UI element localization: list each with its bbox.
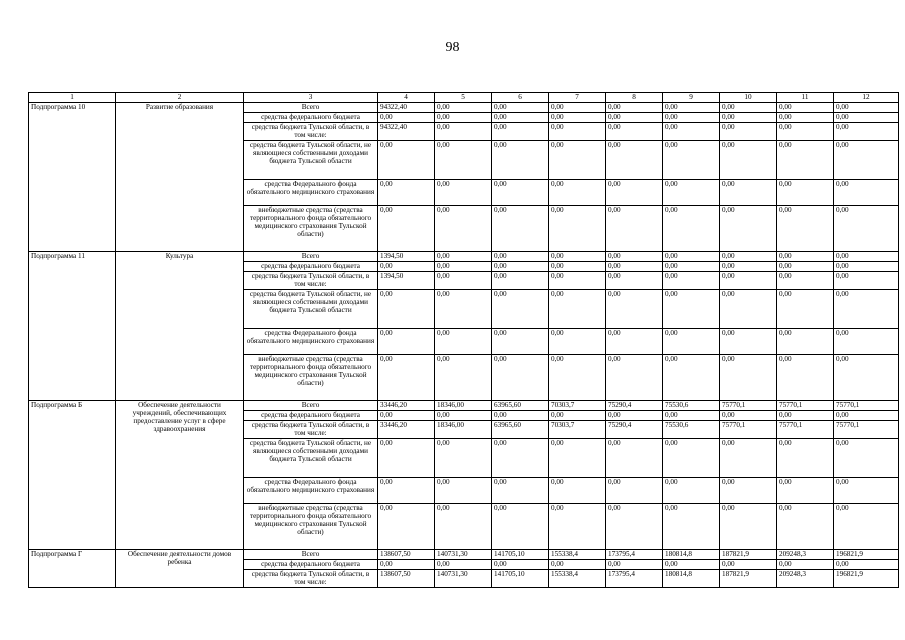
funding-source-cell: средства бюджета Тульской области, не являющиеся собственными доходами бюджета Тульской области: [244, 290, 378, 329]
value-cell: 63965,60: [492, 421, 549, 439]
value-cell: 0,00: [777, 439, 834, 478]
funding-source-cell: Всего: [244, 550, 378, 560]
value-cell: 196821,9: [834, 550, 899, 560]
header-cell: 12: [834, 93, 899, 103]
value-cell: 0,00: [834, 103, 899, 113]
value-cell: 0,00: [378, 439, 435, 478]
value-cell: 0,00: [378, 560, 435, 570]
value-cell: 0,00: [435, 272, 492, 290]
program-name-cell: Культура: [116, 252, 244, 401]
value-cell: 0,00: [549, 504, 606, 550]
header-cell: 1: [29, 93, 116, 103]
value-cell: 33446,20: [378, 421, 435, 439]
value-cell: 0,00: [606, 252, 663, 262]
value-cell: 0,00: [549, 411, 606, 421]
value-cell: 0,00: [720, 113, 777, 123]
value-cell: 0,00: [777, 272, 834, 290]
program-cell: Подпрограмма 11: [29, 252, 116, 401]
value-cell: 0,00: [435, 439, 492, 478]
value-cell: 0,00: [435, 329, 492, 355]
value-cell: 0,00: [435, 560, 492, 570]
value-cell: 155338,4: [549, 570, 606, 588]
value-cell: 94322,40: [378, 103, 435, 113]
value-cell: 0,00: [549, 439, 606, 478]
value-cell: 180814,8: [663, 570, 720, 588]
value-cell: 0,00: [834, 113, 899, 123]
value-cell: 0,00: [834, 180, 899, 206]
value-cell: 75290,4: [606, 401, 663, 411]
value-cell: 0,00: [549, 272, 606, 290]
value-cell: 0,00: [435, 180, 492, 206]
value-cell: 0,00: [663, 355, 720, 401]
value-cell: 0,00: [777, 504, 834, 550]
value-cell: 138607,50: [378, 550, 435, 560]
value-cell: 0,00: [606, 262, 663, 272]
value-cell: 0,00: [834, 560, 899, 570]
value-cell: 0,00: [777, 411, 834, 421]
value-cell: 0,00: [834, 504, 899, 550]
header-cell: 7: [549, 93, 606, 103]
value-cell: 75770,1: [834, 401, 899, 411]
value-cell: 0,00: [492, 180, 549, 206]
value-cell: 0,00: [606, 180, 663, 206]
value-cell: 0,00: [720, 504, 777, 550]
value-cell: 0,00: [720, 272, 777, 290]
value-cell: 0,00: [663, 262, 720, 272]
value-cell: 180814,8: [663, 550, 720, 560]
value-cell: 0,00: [435, 262, 492, 272]
value-cell: 0,00: [492, 262, 549, 272]
value-cell: 0,00: [720, 123, 777, 141]
value-cell: 0,00: [549, 290, 606, 329]
value-cell: 0,00: [720, 180, 777, 206]
value-cell: 0,00: [606, 141, 663, 180]
value-cell: 0,00: [435, 141, 492, 180]
value-cell: 0,00: [663, 123, 720, 141]
header-cell: 5: [435, 93, 492, 103]
value-cell: 0,00: [549, 180, 606, 206]
header-cell: 10: [720, 93, 777, 103]
header-cell: 3: [244, 93, 378, 103]
value-cell: 0,00: [777, 478, 834, 504]
value-cell: 0,00: [435, 504, 492, 550]
program-name-cell: Обеспечение деятельности домов ребенка: [116, 550, 244, 588]
value-cell: 75530,6: [663, 401, 720, 411]
value-cell: 63965,60: [492, 401, 549, 411]
value-cell: 0,00: [378, 113, 435, 123]
value-cell: 0,00: [663, 329, 720, 355]
value-cell: 0,00: [378, 262, 435, 272]
value-cell: 0,00: [720, 355, 777, 401]
value-cell: 0,00: [834, 272, 899, 290]
program-cell: Подпрограмма 10: [29, 103, 116, 252]
funding-source-cell: Всего: [244, 401, 378, 411]
value-cell: 75770,1: [720, 401, 777, 411]
value-cell: 18346,00: [435, 401, 492, 411]
value-cell: 0,00: [606, 206, 663, 252]
value-cell: 140731,30: [435, 570, 492, 588]
value-cell: 70303,7: [549, 421, 606, 439]
value-cell: 0,00: [492, 290, 549, 329]
value-cell: 141705,10: [492, 550, 549, 560]
value-cell: 138607,50: [378, 570, 435, 588]
value-cell: 0,00: [549, 478, 606, 504]
value-cell: 0,00: [720, 141, 777, 180]
value-cell: 0,00: [777, 262, 834, 272]
value-cell: 70303,7: [549, 401, 606, 411]
value-cell: 140731,30: [435, 550, 492, 560]
funding-source-cell: средства федерального бюджета: [244, 560, 378, 570]
value-cell: 1394,50: [378, 272, 435, 290]
value-cell: 0,00: [378, 355, 435, 401]
funding-source-cell: Всего: [244, 252, 378, 262]
value-cell: 0,00: [606, 355, 663, 401]
value-cell: 75290,4: [606, 421, 663, 439]
value-cell: 0,00: [492, 103, 549, 113]
value-cell: 0,00: [720, 103, 777, 113]
value-cell: 0,00: [492, 355, 549, 401]
value-cell: 0,00: [492, 329, 549, 355]
funding-source-cell: средства бюджета Тульской области, в том числе:: [244, 421, 378, 439]
funding-source-cell: Всего: [244, 103, 378, 113]
value-cell: 0,00: [435, 411, 492, 421]
funding-source-cell: средства федерального бюджета: [244, 411, 378, 421]
value-cell: 0,00: [663, 290, 720, 329]
value-cell: 0,00: [606, 123, 663, 141]
value-cell: 0,00: [549, 355, 606, 401]
value-cell: 0,00: [549, 103, 606, 113]
value-cell: 0,00: [492, 272, 549, 290]
funding-source-cell: средства Федерального фонда обязательного медицинского страхования: [244, 478, 378, 504]
value-cell: 0,00: [606, 103, 663, 113]
value-cell: 0,00: [663, 180, 720, 206]
value-cell: 0,00: [549, 206, 606, 252]
value-cell: 0,00: [492, 123, 549, 141]
funding-source-cell: внебюджетные средства (средства территориального фонда обязательного медицинского страхования Тульской области): [244, 206, 378, 252]
value-cell: 0,00: [549, 141, 606, 180]
value-cell: 0,00: [777, 329, 834, 355]
value-cell: 0,00: [777, 560, 834, 570]
value-cell: 94322,40: [378, 123, 435, 141]
value-cell: 155338,4: [549, 550, 606, 560]
value-cell: 0,00: [549, 123, 606, 141]
value-cell: 0,00: [492, 206, 549, 252]
value-cell: 0,00: [378, 329, 435, 355]
value-cell: 0,00: [435, 290, 492, 329]
value-cell: 0,00: [606, 560, 663, 570]
program-name-cell: Развитие образования: [116, 103, 244, 252]
value-cell: 0,00: [378, 478, 435, 504]
value-cell: 0,00: [834, 206, 899, 252]
value-cell: 0,00: [435, 206, 492, 252]
value-cell: 0,00: [492, 411, 549, 421]
value-cell: 0,00: [834, 252, 899, 262]
value-cell: 0,00: [606, 439, 663, 478]
header-cell: 4: [378, 93, 435, 103]
funding-source-cell: средства бюджета Тульской области, в том числе:: [244, 570, 378, 588]
value-cell: 0,00: [492, 113, 549, 123]
value-cell: 0,00: [720, 560, 777, 570]
value-cell: 0,00: [720, 329, 777, 355]
value-cell: 75770,1: [777, 421, 834, 439]
header-cell: 8: [606, 93, 663, 103]
value-cell: 0,00: [663, 272, 720, 290]
value-cell: 0,00: [492, 439, 549, 478]
value-cell: 0,00: [777, 252, 834, 262]
budget-table: [28, 92, 899, 588]
value-cell: 0,00: [492, 504, 549, 550]
funding-source-cell: средства бюджета Тульской области, не являющиеся собственными доходами бюджета Тульской области: [244, 141, 378, 180]
value-cell: 0,00: [720, 262, 777, 272]
page-number: 98: [445, 40, 460, 55]
value-cell: 0,00: [492, 252, 549, 262]
value-cell: 18346,00: [435, 421, 492, 439]
value-cell: 0,00: [834, 123, 899, 141]
value-cell: 0,00: [777, 123, 834, 141]
value-cell: 0,00: [606, 504, 663, 550]
value-cell: 0,00: [663, 141, 720, 180]
funding-source-cell: средства бюджета Тульской области, не являющиеся собственными доходами бюджета Тульской области: [244, 439, 378, 478]
value-cell: 0,00: [606, 290, 663, 329]
value-cell: 0,00: [834, 262, 899, 272]
value-cell: 0,00: [378, 290, 435, 329]
value-cell: 0,00: [606, 411, 663, 421]
header-cell: 9: [663, 93, 720, 103]
value-cell: 0,00: [663, 411, 720, 421]
header-cell: 2: [116, 93, 244, 103]
table-row: [29, 103, 899, 113]
value-cell: 0,00: [492, 478, 549, 504]
table-body: [29, 103, 899, 588]
funding-source-cell: средства Федерального фонда обязательного медицинского страхования: [244, 180, 378, 206]
value-cell: 0,00: [663, 439, 720, 478]
value-cell: 0,00: [720, 411, 777, 421]
value-cell: 0,00: [663, 206, 720, 252]
table-row: [29, 401, 899, 411]
value-cell: 0,00: [777, 355, 834, 401]
value-cell: 0,00: [435, 355, 492, 401]
value-cell: 173795,4: [606, 550, 663, 560]
value-cell: 0,00: [777, 113, 834, 123]
value-cell: 0,00: [435, 478, 492, 504]
table-row: [29, 550, 899, 560]
value-cell: 0,00: [663, 560, 720, 570]
value-cell: 209248,3: [777, 570, 834, 588]
funding-source-cell: внебюджетные средства (средства территориального фонда обязательного медицинского страхования Тульской области): [244, 504, 378, 550]
value-cell: 75770,1: [720, 421, 777, 439]
value-cell: 209248,3: [777, 550, 834, 560]
value-cell: 196821,9: [834, 570, 899, 588]
value-cell: 33446,20: [378, 401, 435, 411]
value-cell: 0,00: [777, 180, 834, 206]
value-cell: 0,00: [777, 290, 834, 329]
header-cell: 11: [777, 93, 834, 103]
value-cell: 0,00: [378, 504, 435, 550]
funding-source-cell: средства федерального бюджета: [244, 262, 378, 272]
value-cell: 0,00: [834, 290, 899, 329]
value-cell: 0,00: [549, 252, 606, 262]
value-cell: 0,00: [777, 141, 834, 180]
header-row: [29, 93, 899, 103]
value-cell: 0,00: [720, 478, 777, 504]
value-cell: 0,00: [492, 141, 549, 180]
value-cell: 0,00: [720, 290, 777, 329]
funding-source-cell: внебюджетные средства (средства территориального фонда обязательного медицинского страхования Тульской области): [244, 355, 378, 401]
value-cell: 0,00: [834, 355, 899, 401]
value-cell: 173795,4: [606, 570, 663, 588]
value-cell: 0,00: [606, 478, 663, 504]
value-cell: 0,00: [606, 329, 663, 355]
value-cell: 0,00: [663, 478, 720, 504]
value-cell: 0,00: [378, 206, 435, 252]
value-cell: 0,00: [378, 180, 435, 206]
value-cell: 75530,6: [663, 421, 720, 439]
funding-source-cell: средства федерального бюджета: [244, 113, 378, 123]
value-cell: 141705,10: [492, 570, 549, 588]
value-cell: 0,00: [777, 103, 834, 113]
value-cell: 0,00: [720, 439, 777, 478]
value-cell: 0,00: [834, 478, 899, 504]
value-cell: 0,00: [549, 113, 606, 123]
value-cell: 0,00: [435, 123, 492, 141]
value-cell: 0,00: [663, 103, 720, 113]
value-cell: 0,00: [834, 141, 899, 180]
value-cell: 0,00: [435, 252, 492, 262]
table-row: [29, 252, 899, 262]
value-cell: 1394,50: [378, 252, 435, 262]
program-cell: Подпрограмма Г: [29, 550, 116, 588]
value-cell: 0,00: [549, 329, 606, 355]
value-cell: 0,00: [834, 411, 899, 421]
value-cell: 0,00: [378, 141, 435, 180]
value-cell: 75770,1: [777, 401, 834, 411]
value-cell: 75770,1: [834, 421, 899, 439]
value-cell: 0,00: [663, 504, 720, 550]
funding-source-cell: средства Федерального фонда обязательного медицинского страхования: [244, 329, 378, 355]
value-cell: 0,00: [549, 262, 606, 272]
value-cell: 0,00: [720, 206, 777, 252]
program-name-cell: Обеспечение деятельности учреждений, обеспечивающих предоставление услуг в сфере здравоохранения: [116, 401, 244, 550]
value-cell: 0,00: [549, 560, 606, 570]
value-cell: 187821,9: [720, 550, 777, 560]
value-cell: 0,00: [606, 272, 663, 290]
value-cell: 0,00: [435, 103, 492, 113]
value-cell: 0,00: [378, 411, 435, 421]
program-cell: Подпрограмма Б: [29, 401, 116, 550]
value-cell: 0,00: [435, 113, 492, 123]
value-cell: 0,00: [663, 252, 720, 262]
value-cell: 0,00: [834, 329, 899, 355]
value-cell: 0,00: [663, 113, 720, 123]
value-cell: 0,00: [834, 439, 899, 478]
value-cell: 0,00: [606, 113, 663, 123]
funding-source-cell: средства бюджета Тульской области, в том числе:: [244, 272, 378, 290]
funding-source-cell: средства бюджета Тульской области, в том числе:: [244, 123, 378, 141]
value-cell: 0,00: [492, 560, 549, 570]
header-cell: 6: [492, 93, 549, 103]
value-cell: 187821,9: [720, 570, 777, 588]
value-cell: 0,00: [720, 252, 777, 262]
value-cell: 0,00: [777, 206, 834, 252]
